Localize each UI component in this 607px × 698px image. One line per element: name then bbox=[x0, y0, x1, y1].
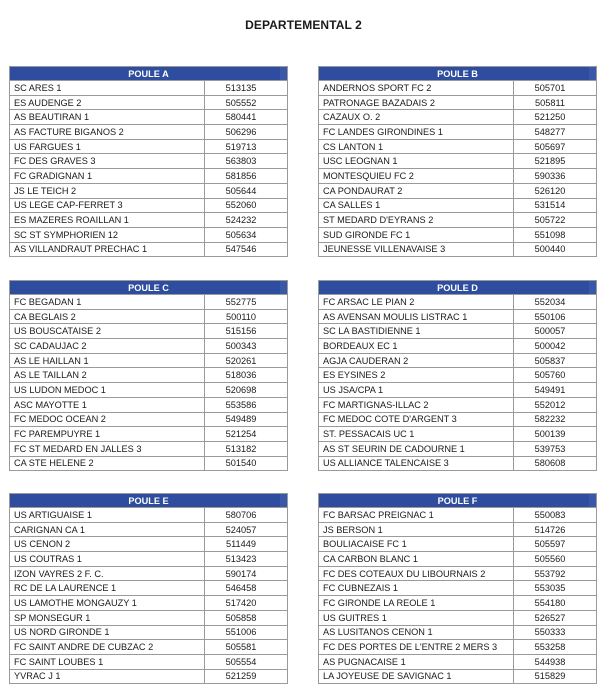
team-name: FC BARSAC PREIGNAC 1 bbox=[319, 508, 514, 523]
team-name: ANDERNOS SPORT FC 2 bbox=[319, 81, 514, 96]
team-code: 553792 bbox=[514, 566, 597, 581]
team-row bbox=[319, 610, 597, 625]
poule-title: POULE A bbox=[10, 67, 288, 81]
team-code: 580706 bbox=[205, 508, 288, 523]
team-code: 505858 bbox=[205, 610, 288, 625]
team-name: CA SALLES 1 bbox=[319, 198, 514, 213]
team-row bbox=[10, 522, 288, 537]
team-row bbox=[319, 81, 597, 96]
team-name: FC GRADIGNAN 1 bbox=[10, 169, 205, 184]
team-row bbox=[10, 339, 288, 354]
team-row bbox=[319, 508, 597, 523]
team-code: 505581 bbox=[205, 640, 288, 655]
team-row bbox=[319, 537, 597, 552]
team-row bbox=[10, 654, 288, 669]
team-name: YVRAC J 1 bbox=[10, 669, 205, 684]
team-code: 550106 bbox=[514, 309, 597, 324]
team-code: 552775 bbox=[205, 295, 288, 310]
team-code: 505697 bbox=[514, 139, 597, 154]
team-code: 500440 bbox=[514, 242, 597, 257]
team-row bbox=[319, 95, 597, 110]
team-code: 563803 bbox=[205, 154, 288, 169]
team-code: 513135 bbox=[205, 81, 288, 96]
team-code: 554180 bbox=[514, 596, 597, 611]
team-code: 552060 bbox=[205, 198, 288, 213]
team-name: AS LE TAILLAN 2 bbox=[10, 368, 205, 383]
team-row bbox=[319, 295, 597, 310]
team-name: CAZAUX O. 2 bbox=[319, 110, 514, 125]
team-name: RC DE LA LAURENCE 1 bbox=[10, 581, 205, 596]
team-name: USC LEOGNAN 1 bbox=[319, 154, 514, 169]
team-name: FC DES PORTES DE L'ENTRE 2 MERS 3 bbox=[319, 640, 514, 655]
team-code: 546458 bbox=[205, 581, 288, 596]
poule-table bbox=[9, 66, 288, 257]
team-name: CA PONDAURAT 2 bbox=[319, 183, 514, 198]
team-code: 521259 bbox=[205, 669, 288, 684]
team-name: ST MEDARD D'EYRANS 2 bbox=[319, 213, 514, 228]
team-row bbox=[319, 125, 597, 140]
team-name: SC ST SYMPHORIEN 12 bbox=[10, 227, 205, 242]
team-name: FC MARTIGNAS-ILLAC 2 bbox=[319, 397, 514, 412]
team-code: 544938 bbox=[514, 654, 597, 669]
team-name: US GUITRES 1 bbox=[319, 610, 514, 625]
team-row bbox=[10, 154, 288, 169]
page-title: DEPARTEMENTAL 2 bbox=[245, 18, 362, 32]
poule-title: POULE C bbox=[10, 281, 288, 295]
team-row bbox=[319, 441, 597, 456]
team-code: 526120 bbox=[514, 183, 597, 198]
team-row bbox=[319, 596, 597, 611]
team-code: 505644 bbox=[205, 183, 288, 198]
team-row bbox=[10, 125, 288, 140]
team-name: SC LA BASTIDIENNE 1 bbox=[319, 324, 514, 339]
team-code: 547546 bbox=[205, 242, 288, 257]
team-name: SP MONSEGUR 1 bbox=[10, 610, 205, 625]
team-name: BOULIACAISE FC 1 bbox=[319, 537, 514, 552]
team-row bbox=[319, 154, 597, 169]
team-code: 520261 bbox=[205, 353, 288, 368]
team-row bbox=[319, 183, 597, 198]
team-code: 500057 bbox=[514, 324, 597, 339]
team-code: 505554 bbox=[205, 654, 288, 669]
team-row bbox=[319, 456, 597, 471]
poule-header-row bbox=[319, 67, 597, 81]
team-row bbox=[10, 625, 288, 640]
poule-table bbox=[318, 280, 597, 471]
team-row bbox=[319, 552, 597, 567]
team-code: 553035 bbox=[514, 581, 597, 596]
team-row bbox=[319, 368, 597, 383]
team-name: US COUTRAS 1 bbox=[10, 552, 205, 567]
team-row bbox=[319, 227, 597, 242]
team-code: 524232 bbox=[205, 213, 288, 228]
team-code: 539753 bbox=[514, 441, 597, 456]
team-name: FC SAINT LOUBES 1 bbox=[10, 654, 205, 669]
team-code: 582232 bbox=[514, 412, 597, 427]
team-code: 549489 bbox=[205, 412, 288, 427]
team-row bbox=[10, 368, 288, 383]
team-name: US LAMOTHE MONGAUZY 1 bbox=[10, 596, 205, 611]
team-name: US CENON 2 bbox=[10, 537, 205, 552]
team-name: US BOUSCATAISE 2 bbox=[10, 324, 205, 339]
team-name: US NORD GIRONDE 1 bbox=[10, 625, 205, 640]
team-name: FC MEDOC OCEAN 2 bbox=[10, 412, 205, 427]
team-row bbox=[319, 110, 597, 125]
team-code: 505597 bbox=[514, 537, 597, 552]
team-code: 519713 bbox=[205, 139, 288, 154]
team-name: ES MAZERES ROAILLAN 1 bbox=[10, 213, 205, 228]
team-row bbox=[10, 596, 288, 611]
team-code: 500110 bbox=[205, 309, 288, 324]
team-code: 524057 bbox=[205, 522, 288, 537]
team-row bbox=[10, 81, 288, 96]
team-name: LA JOYEUSE DE SAVIGNAC 1 bbox=[319, 669, 514, 684]
team-name: JS BERSON 1 bbox=[319, 522, 514, 537]
team-code: 513423 bbox=[205, 552, 288, 567]
team-row bbox=[10, 566, 288, 581]
team-code: 514726 bbox=[514, 522, 597, 537]
poule-title: POULE B bbox=[319, 67, 597, 81]
team-name: US ARTIGUAISE 1 bbox=[10, 508, 205, 523]
team-row bbox=[10, 669, 288, 684]
team-code: 513182 bbox=[205, 441, 288, 456]
team-code: 590336 bbox=[514, 169, 597, 184]
team-row bbox=[319, 242, 597, 257]
team-code: 520698 bbox=[205, 383, 288, 398]
team-name: FC BEGADAN 1 bbox=[10, 295, 205, 310]
team-code: 551098 bbox=[514, 227, 597, 242]
team-row bbox=[10, 552, 288, 567]
team-name: FC SAINT ANDRE DE CUBZAC 2 bbox=[10, 640, 205, 655]
team-row bbox=[319, 640, 597, 655]
team-row bbox=[10, 610, 288, 625]
team-code: 531514 bbox=[514, 198, 597, 213]
team-name: FC DES GRAVES 3 bbox=[10, 154, 205, 169]
team-code: 550333 bbox=[514, 625, 597, 640]
team-row bbox=[319, 397, 597, 412]
team-row bbox=[319, 625, 597, 640]
team-name: PATRONAGE BAZADAIS 2 bbox=[319, 95, 514, 110]
team-row bbox=[10, 397, 288, 412]
team-name: AS PUGNACAISE 1 bbox=[319, 654, 514, 669]
team-row bbox=[319, 309, 597, 324]
team-code: 521254 bbox=[205, 427, 288, 442]
team-name: FC ST MEDARD EN JALLES 3 bbox=[10, 441, 205, 456]
team-row bbox=[319, 412, 597, 427]
team-name: ASC MAYOTTE 1 bbox=[10, 397, 205, 412]
team-code: 553258 bbox=[514, 640, 597, 655]
team-code: 521895 bbox=[514, 154, 597, 169]
team-code: 526527 bbox=[514, 610, 597, 625]
team-name: AS AVENSAN MOULIS LISTRAC 1 bbox=[319, 309, 514, 324]
team-row bbox=[10, 353, 288, 368]
poule-header-row bbox=[10, 494, 288, 508]
team-row bbox=[10, 383, 288, 398]
team-row bbox=[319, 427, 597, 442]
team-code: 521250 bbox=[514, 110, 597, 125]
team-name: BORDEAUX EC 1 bbox=[319, 339, 514, 354]
team-name: FC GIRONDE LA REOLE 1 bbox=[319, 596, 514, 611]
team-row bbox=[10, 139, 288, 154]
team-row bbox=[10, 227, 288, 242]
team-row bbox=[10, 456, 288, 471]
team-row bbox=[319, 581, 597, 596]
team-row bbox=[10, 242, 288, 257]
team-row bbox=[319, 324, 597, 339]
team-name: JS LE TEICH 2 bbox=[10, 183, 205, 198]
team-code: 552012 bbox=[514, 397, 597, 412]
team-name: CA CARBON BLANC 1 bbox=[319, 552, 514, 567]
team-code: 501540 bbox=[205, 456, 288, 471]
team-code: 517420 bbox=[205, 596, 288, 611]
team-row bbox=[319, 522, 597, 537]
poule-title: POULE F bbox=[319, 494, 597, 508]
team-code: 505811 bbox=[514, 95, 597, 110]
team-row bbox=[10, 295, 288, 310]
team-name: IZON VAYRES 2 F. C. bbox=[10, 566, 205, 581]
team-row bbox=[10, 537, 288, 552]
team-name: AS VILLANDRAUT PRECHAC 1 bbox=[10, 242, 205, 257]
team-code: 550083 bbox=[514, 508, 597, 523]
team-code: 580608 bbox=[514, 456, 597, 471]
team-row bbox=[319, 213, 597, 228]
team-name: CA BEGLAIS 2 bbox=[10, 309, 205, 324]
team-name: FC ARSAC LE PIAN 2 bbox=[319, 295, 514, 310]
team-row bbox=[10, 198, 288, 213]
poule-header-row bbox=[10, 281, 288, 295]
team-code: 548277 bbox=[514, 125, 597, 140]
team-name: ES EYSINES 2 bbox=[319, 368, 514, 383]
team-name: SUD GIRONDE FC 1 bbox=[319, 227, 514, 242]
team-name: US LUDON MEDOC 1 bbox=[10, 383, 205, 398]
team-row bbox=[319, 566, 597, 581]
poule-table bbox=[9, 493, 288, 684]
team-row bbox=[10, 581, 288, 596]
team-row bbox=[319, 383, 597, 398]
team-row bbox=[319, 339, 597, 354]
team-row bbox=[10, 427, 288, 442]
team-row bbox=[319, 198, 597, 213]
poule-table bbox=[9, 280, 288, 471]
team-row bbox=[10, 324, 288, 339]
team-code: 551006 bbox=[205, 625, 288, 640]
team-code: 506296 bbox=[205, 125, 288, 140]
team-code: 505560 bbox=[514, 552, 597, 567]
team-name: AGJA CAUDERAN 2 bbox=[319, 353, 514, 368]
team-row bbox=[10, 441, 288, 456]
team-row bbox=[10, 309, 288, 324]
team-name: FC LANDES GIRONDINES 1 bbox=[319, 125, 514, 140]
poule-header-row bbox=[319, 494, 597, 508]
team-code: 590174 bbox=[205, 566, 288, 581]
poule-table bbox=[318, 493, 597, 684]
team-name: FC DES COTEAUX DU LIBOURNAIS 2 bbox=[319, 566, 514, 581]
team-row bbox=[319, 669, 597, 684]
team-name: FC PAREMPUYRE 1 bbox=[10, 427, 205, 442]
team-name: AS FACTURE BIGANOS 2 bbox=[10, 125, 205, 140]
team-code: 518036 bbox=[205, 368, 288, 383]
team-name: CS LANTON 1 bbox=[319, 139, 514, 154]
team-code: 505760 bbox=[514, 368, 597, 383]
poule-header-row bbox=[10, 67, 288, 81]
team-name: SC ARES 1 bbox=[10, 81, 205, 96]
team-name: ES AUDENGE 2 bbox=[10, 95, 205, 110]
team-code: 511449 bbox=[205, 537, 288, 552]
team-code: 500139 bbox=[514, 427, 597, 442]
team-code: 515156 bbox=[205, 324, 288, 339]
team-name: ST. PESSACAIS UC 1 bbox=[319, 427, 514, 442]
team-row bbox=[10, 213, 288, 228]
team-row bbox=[10, 110, 288, 125]
team-code: 581856 bbox=[205, 169, 288, 184]
team-code: 580441 bbox=[205, 110, 288, 125]
team-code: 505552 bbox=[205, 95, 288, 110]
team-row bbox=[319, 353, 597, 368]
team-code: 515829 bbox=[514, 669, 597, 684]
team-name: SC CADAUJAC 2 bbox=[10, 339, 205, 354]
team-name: AS BEAUTIRAN 1 bbox=[10, 110, 205, 125]
team-name: MONTESQUIEU FC 2 bbox=[319, 169, 514, 184]
poule-table bbox=[318, 66, 597, 257]
team-name: US JSA/CPA 1 bbox=[319, 383, 514, 398]
team-name: JEUNESSE VILLENAVAISE 3 bbox=[319, 242, 514, 257]
poule-title: POULE E bbox=[10, 494, 288, 508]
team-name: CA STE HELENE 2 bbox=[10, 456, 205, 471]
team-code: 500343 bbox=[205, 339, 288, 354]
team-name: US FARGUES 1 bbox=[10, 139, 205, 154]
team-code: 500042 bbox=[514, 339, 597, 354]
team-code: 505722 bbox=[514, 213, 597, 228]
team-row bbox=[319, 139, 597, 154]
team-name: AS ST SEURIN DE CADOURNE 1 bbox=[319, 441, 514, 456]
team-name: CARIGNAN CA 1 bbox=[10, 522, 205, 537]
team-row bbox=[319, 169, 597, 184]
team-name: AS LUSITANOS CENON 1 bbox=[319, 625, 514, 640]
team-row bbox=[10, 412, 288, 427]
team-name: FC CUBNEZAIS 1 bbox=[319, 581, 514, 596]
team-name: US ALLIANCE TALENCAISE 3 bbox=[319, 456, 514, 471]
team-name: US LEGE CAP-FERRET 3 bbox=[10, 198, 205, 213]
team-code: 505634 bbox=[205, 227, 288, 242]
team-row bbox=[10, 508, 288, 523]
team-code: 553586 bbox=[205, 397, 288, 412]
poule-header-row bbox=[319, 281, 597, 295]
team-row bbox=[10, 183, 288, 198]
team-code: 505701 bbox=[514, 81, 597, 96]
team-code: 505837 bbox=[514, 353, 597, 368]
team-row bbox=[10, 169, 288, 184]
team-code: 552034 bbox=[514, 295, 597, 310]
team-code: 549491 bbox=[514, 383, 597, 398]
team-name: FC MEDOC COTE D'ARGENT 3 bbox=[319, 412, 514, 427]
team-row bbox=[10, 95, 288, 110]
team-row bbox=[10, 640, 288, 655]
team-name: AS LE HAILLAN 1 bbox=[10, 353, 205, 368]
poule-title: POULE D bbox=[319, 281, 597, 295]
team-row bbox=[319, 654, 597, 669]
